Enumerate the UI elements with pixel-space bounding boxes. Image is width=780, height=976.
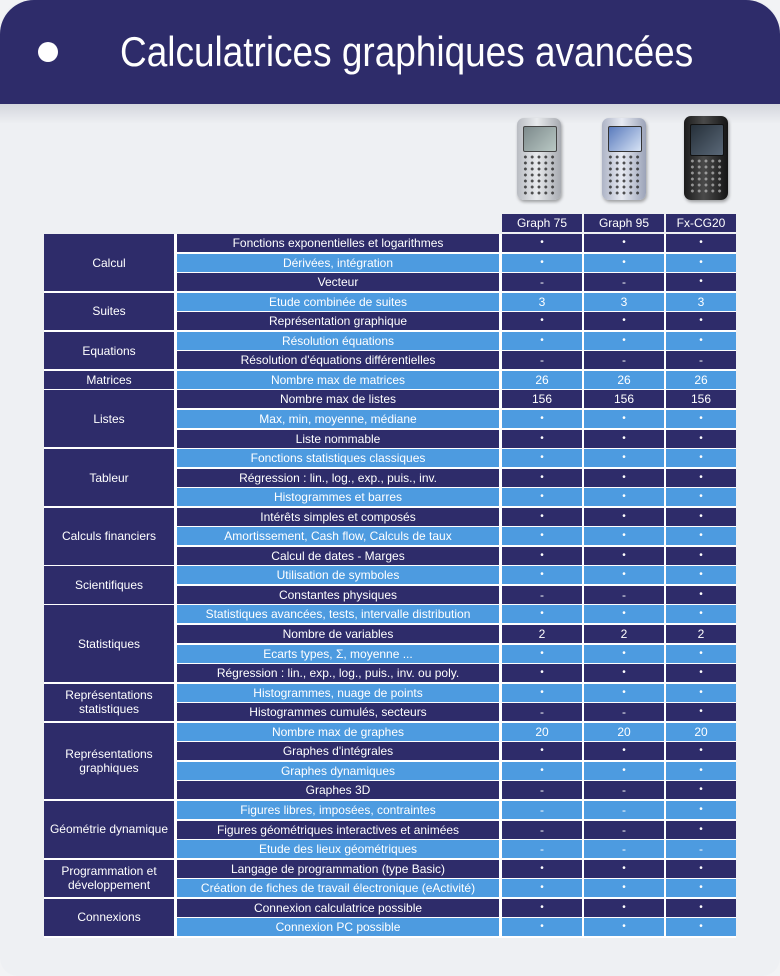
calculator-screen xyxy=(523,126,557,152)
feature-label: Max, min, moyenne, médiane xyxy=(177,410,499,428)
value-cell: • xyxy=(502,254,582,272)
value-cell: • xyxy=(666,469,736,487)
value-cell: 3 xyxy=(502,293,582,311)
value-cell: • xyxy=(666,273,736,291)
value-cell: • xyxy=(502,527,582,545)
value-cell: • xyxy=(584,430,664,448)
value-cell: • xyxy=(666,234,736,252)
category-programmation-et-developpement: Programmation et développement xyxy=(44,860,174,898)
calculator-graph95-image xyxy=(602,118,646,200)
value-cell: • xyxy=(666,254,736,272)
value-cell: • xyxy=(666,410,736,428)
value-cell: • xyxy=(502,508,582,526)
value-cell: - xyxy=(584,801,664,819)
value-cell: • xyxy=(666,605,736,623)
value-cell: 20 xyxy=(666,723,736,741)
feature-label: Connexion PC possible xyxy=(177,918,499,936)
value-cell: • xyxy=(502,918,582,936)
feature-label: Statistiques avancées, tests, intervalle distribution xyxy=(177,605,499,623)
value-cell: • xyxy=(502,645,582,663)
value-cell: - xyxy=(502,840,582,858)
value-cell: • xyxy=(584,664,664,682)
category-scientifiques: Scientifiques xyxy=(44,566,174,604)
value-cell: 3 xyxy=(584,293,664,311)
feature-label: Calcul de dates - Marges xyxy=(177,547,499,565)
value-cell: - xyxy=(584,351,664,369)
category-equations: Equations xyxy=(44,332,174,370)
value-cell: • xyxy=(666,508,736,526)
category-connexions: Connexions xyxy=(44,899,174,937)
value-cell: 3 xyxy=(666,293,736,311)
value-cell: • xyxy=(584,860,664,878)
value-cell: • xyxy=(666,781,736,799)
value-cell: • xyxy=(584,527,664,545)
feature-label: Intérêts simples et composés xyxy=(177,508,499,526)
feature-label: Amortissement, Cash flow, Calculs de taux xyxy=(177,527,499,545)
value-cell: - xyxy=(502,801,582,819)
value-cell: • xyxy=(584,899,664,917)
value-cell: - xyxy=(502,821,582,839)
feature-label: Figures géométriques interactives et animées xyxy=(177,821,499,839)
calculator-keypad xyxy=(689,158,723,194)
value-cell: • xyxy=(666,684,736,702)
comparison-table xyxy=(44,234,736,938)
feature-label: Graphes 3D xyxy=(177,781,499,799)
value-cell: 2 xyxy=(584,625,664,643)
value-cell: • xyxy=(502,566,582,584)
value-cell: 2 xyxy=(502,625,582,643)
value-cell: • xyxy=(584,605,664,623)
value-cell: • xyxy=(502,664,582,682)
feature-label: Figures libres, imposées, contraintes xyxy=(177,801,499,819)
calculator-keypad xyxy=(607,154,641,196)
value-cell: • xyxy=(666,762,736,780)
value-cell: • xyxy=(584,508,664,526)
value-cell: - xyxy=(584,781,664,799)
value-cell: • xyxy=(666,899,736,917)
calculator-screen xyxy=(608,126,642,152)
value-cell: 26 xyxy=(584,371,664,389)
category-representations-statistiques: Représentations statistiques xyxy=(44,684,174,722)
feature-label: Langage de programmation (type Basic) xyxy=(177,860,499,878)
calculator-keypad xyxy=(522,154,556,196)
value-cell: • xyxy=(502,879,582,897)
value-cell: - xyxy=(666,351,736,369)
category-suites: Suites xyxy=(44,293,174,331)
value-cell: • xyxy=(666,586,736,604)
header-shadow xyxy=(0,104,780,124)
category-matrices: Matrices xyxy=(44,371,174,389)
value-cell: - xyxy=(502,273,582,291)
category-calculs-financiers: Calculs financiers xyxy=(44,508,174,565)
value-cell: - xyxy=(584,703,664,721)
feature-label: Nombre max de graphes xyxy=(177,723,499,741)
category-statistiques: Statistiques xyxy=(44,605,174,682)
category-listes: Listes xyxy=(44,390,174,447)
value-cell: - xyxy=(666,840,736,858)
feature-label: Utilisation de symboles xyxy=(177,566,499,584)
value-cell: • xyxy=(584,918,664,936)
value-cell: • xyxy=(666,664,736,682)
value-cell: 20 xyxy=(584,723,664,741)
value-cell: • xyxy=(502,469,582,487)
feature-label: Liste nommable xyxy=(177,430,499,448)
value-cell: - xyxy=(502,781,582,799)
value-cell: 20 xyxy=(502,723,582,741)
value-cell: • xyxy=(502,684,582,702)
value-cell: • xyxy=(502,312,582,330)
value-cell: • xyxy=(502,860,582,878)
value-cell: • xyxy=(502,547,582,565)
feature-label: Ecarts types, Σ, moyenne ... xyxy=(177,645,499,663)
value-cell: • xyxy=(584,762,664,780)
feature-label: Nombre de variables xyxy=(177,625,499,643)
value-cell: • xyxy=(502,899,582,917)
feature-label: Connexion calculatrice possible xyxy=(177,899,499,917)
value-cell: • xyxy=(584,234,664,252)
feature-label: Régression : lin., exp., log., puis., inv. ou poly. xyxy=(177,664,499,682)
value-cell: • xyxy=(666,527,736,545)
feature-label: Représentation graphique xyxy=(177,312,499,330)
value-cell: • xyxy=(584,547,664,565)
value-cell: • xyxy=(666,332,736,350)
value-cell: • xyxy=(584,449,664,467)
category-tableur: Tableur xyxy=(44,449,174,506)
value-cell: • xyxy=(502,410,582,428)
column-header-graph75: Graph 75 xyxy=(502,214,582,232)
value-cell: • xyxy=(584,879,664,897)
value-cell: • xyxy=(666,449,736,467)
feature-label: Dérivées, intégration xyxy=(177,254,499,272)
value-cell: • xyxy=(502,430,582,448)
value-cell: • xyxy=(666,879,736,897)
value-cell: - xyxy=(502,351,582,369)
value-cell: • xyxy=(584,645,664,663)
calculator-graph75-image xyxy=(517,118,561,200)
value-cell: • xyxy=(666,860,736,878)
value-cell: • xyxy=(666,312,736,330)
value-cell: • xyxy=(502,742,582,760)
value-cell: • xyxy=(584,488,664,506)
value-cell: - xyxy=(502,586,582,604)
feature-label: Résolution d'équations différentielles xyxy=(177,351,499,369)
feature-label: Vecteur xyxy=(177,273,499,291)
value-cell: • xyxy=(584,254,664,272)
feature-label: Etude des lieux géométriques xyxy=(177,840,499,858)
value-cell: • xyxy=(666,742,736,760)
category-representations-graphiques: Représentations graphiques xyxy=(44,723,174,800)
feature-label: Graphes d'intégrales xyxy=(177,742,499,760)
feature-label: Fonctions exponentielles et logarithmes xyxy=(177,234,499,252)
value-cell: 156 xyxy=(666,390,736,408)
value-cell: 26 xyxy=(502,371,582,389)
feature-label: Résolution équations xyxy=(177,332,499,350)
value-cell: • xyxy=(502,762,582,780)
value-cell: • xyxy=(584,469,664,487)
value-cell: • xyxy=(584,410,664,428)
feature-label: Etude combinée de suites xyxy=(177,293,499,311)
column-header-fxcg20: Fx-CG20 xyxy=(666,214,736,232)
value-cell: • xyxy=(502,234,582,252)
category-calcul: Calcul xyxy=(44,234,174,291)
value-cell: • xyxy=(666,547,736,565)
value-cell: • xyxy=(584,566,664,584)
value-cell: • xyxy=(502,332,582,350)
value-cell: • xyxy=(502,605,582,623)
feature-label: Histogrammes, nuage de points xyxy=(177,684,499,702)
value-cell: • xyxy=(666,645,736,663)
value-cell: • xyxy=(502,449,582,467)
feature-label: Nombre max de matrices xyxy=(177,371,499,389)
feature-label: Graphes dynamiques xyxy=(177,762,499,780)
value-cell: • xyxy=(666,801,736,819)
value-cell: - xyxy=(584,273,664,291)
value-cell: 156 xyxy=(584,390,664,408)
page-header xyxy=(0,0,780,104)
page-title: Calculatrices graphiques avancées xyxy=(120,28,694,75)
value-cell: 26 xyxy=(666,371,736,389)
value-cell: • xyxy=(666,566,736,584)
value-cell: • xyxy=(584,684,664,702)
value-cell: • xyxy=(666,488,736,506)
value-cell: • xyxy=(666,703,736,721)
bullet-icon xyxy=(38,42,58,62)
value-cell: • xyxy=(584,742,664,760)
feature-label: Régression : lin., log., exp., puis., inv. xyxy=(177,469,499,487)
value-cell: - xyxy=(584,821,664,839)
value-cell: 2 xyxy=(666,625,736,643)
feature-label: Nombre max de listes xyxy=(177,390,499,408)
category-geometrie-dynamique: Géométrie dynamique xyxy=(44,801,174,858)
feature-label: Création de fiches de travail électronique (eActivité) xyxy=(177,879,499,897)
calculator-fxcg20-image xyxy=(684,116,728,200)
value-cell: • xyxy=(666,430,736,448)
value-cell: • xyxy=(584,332,664,350)
feature-label: Constantes physiques xyxy=(177,586,499,604)
feature-label: Histogrammes cumulés, secteurs xyxy=(177,703,499,721)
value-cell: - xyxy=(584,840,664,858)
value-cell: • xyxy=(666,918,736,936)
value-cell: • xyxy=(666,821,736,839)
value-cell: 156 xyxy=(502,390,582,408)
value-cell: - xyxy=(584,586,664,604)
value-cell: • xyxy=(502,488,582,506)
value-cell: • xyxy=(584,312,664,330)
value-cell: - xyxy=(502,703,582,721)
calculator-screen xyxy=(690,124,724,156)
feature-label: Fonctions statistiques classiques xyxy=(177,449,499,467)
feature-label: Histogrammes et barres xyxy=(177,488,499,506)
column-header-graph95: Graph 95 xyxy=(584,214,664,232)
